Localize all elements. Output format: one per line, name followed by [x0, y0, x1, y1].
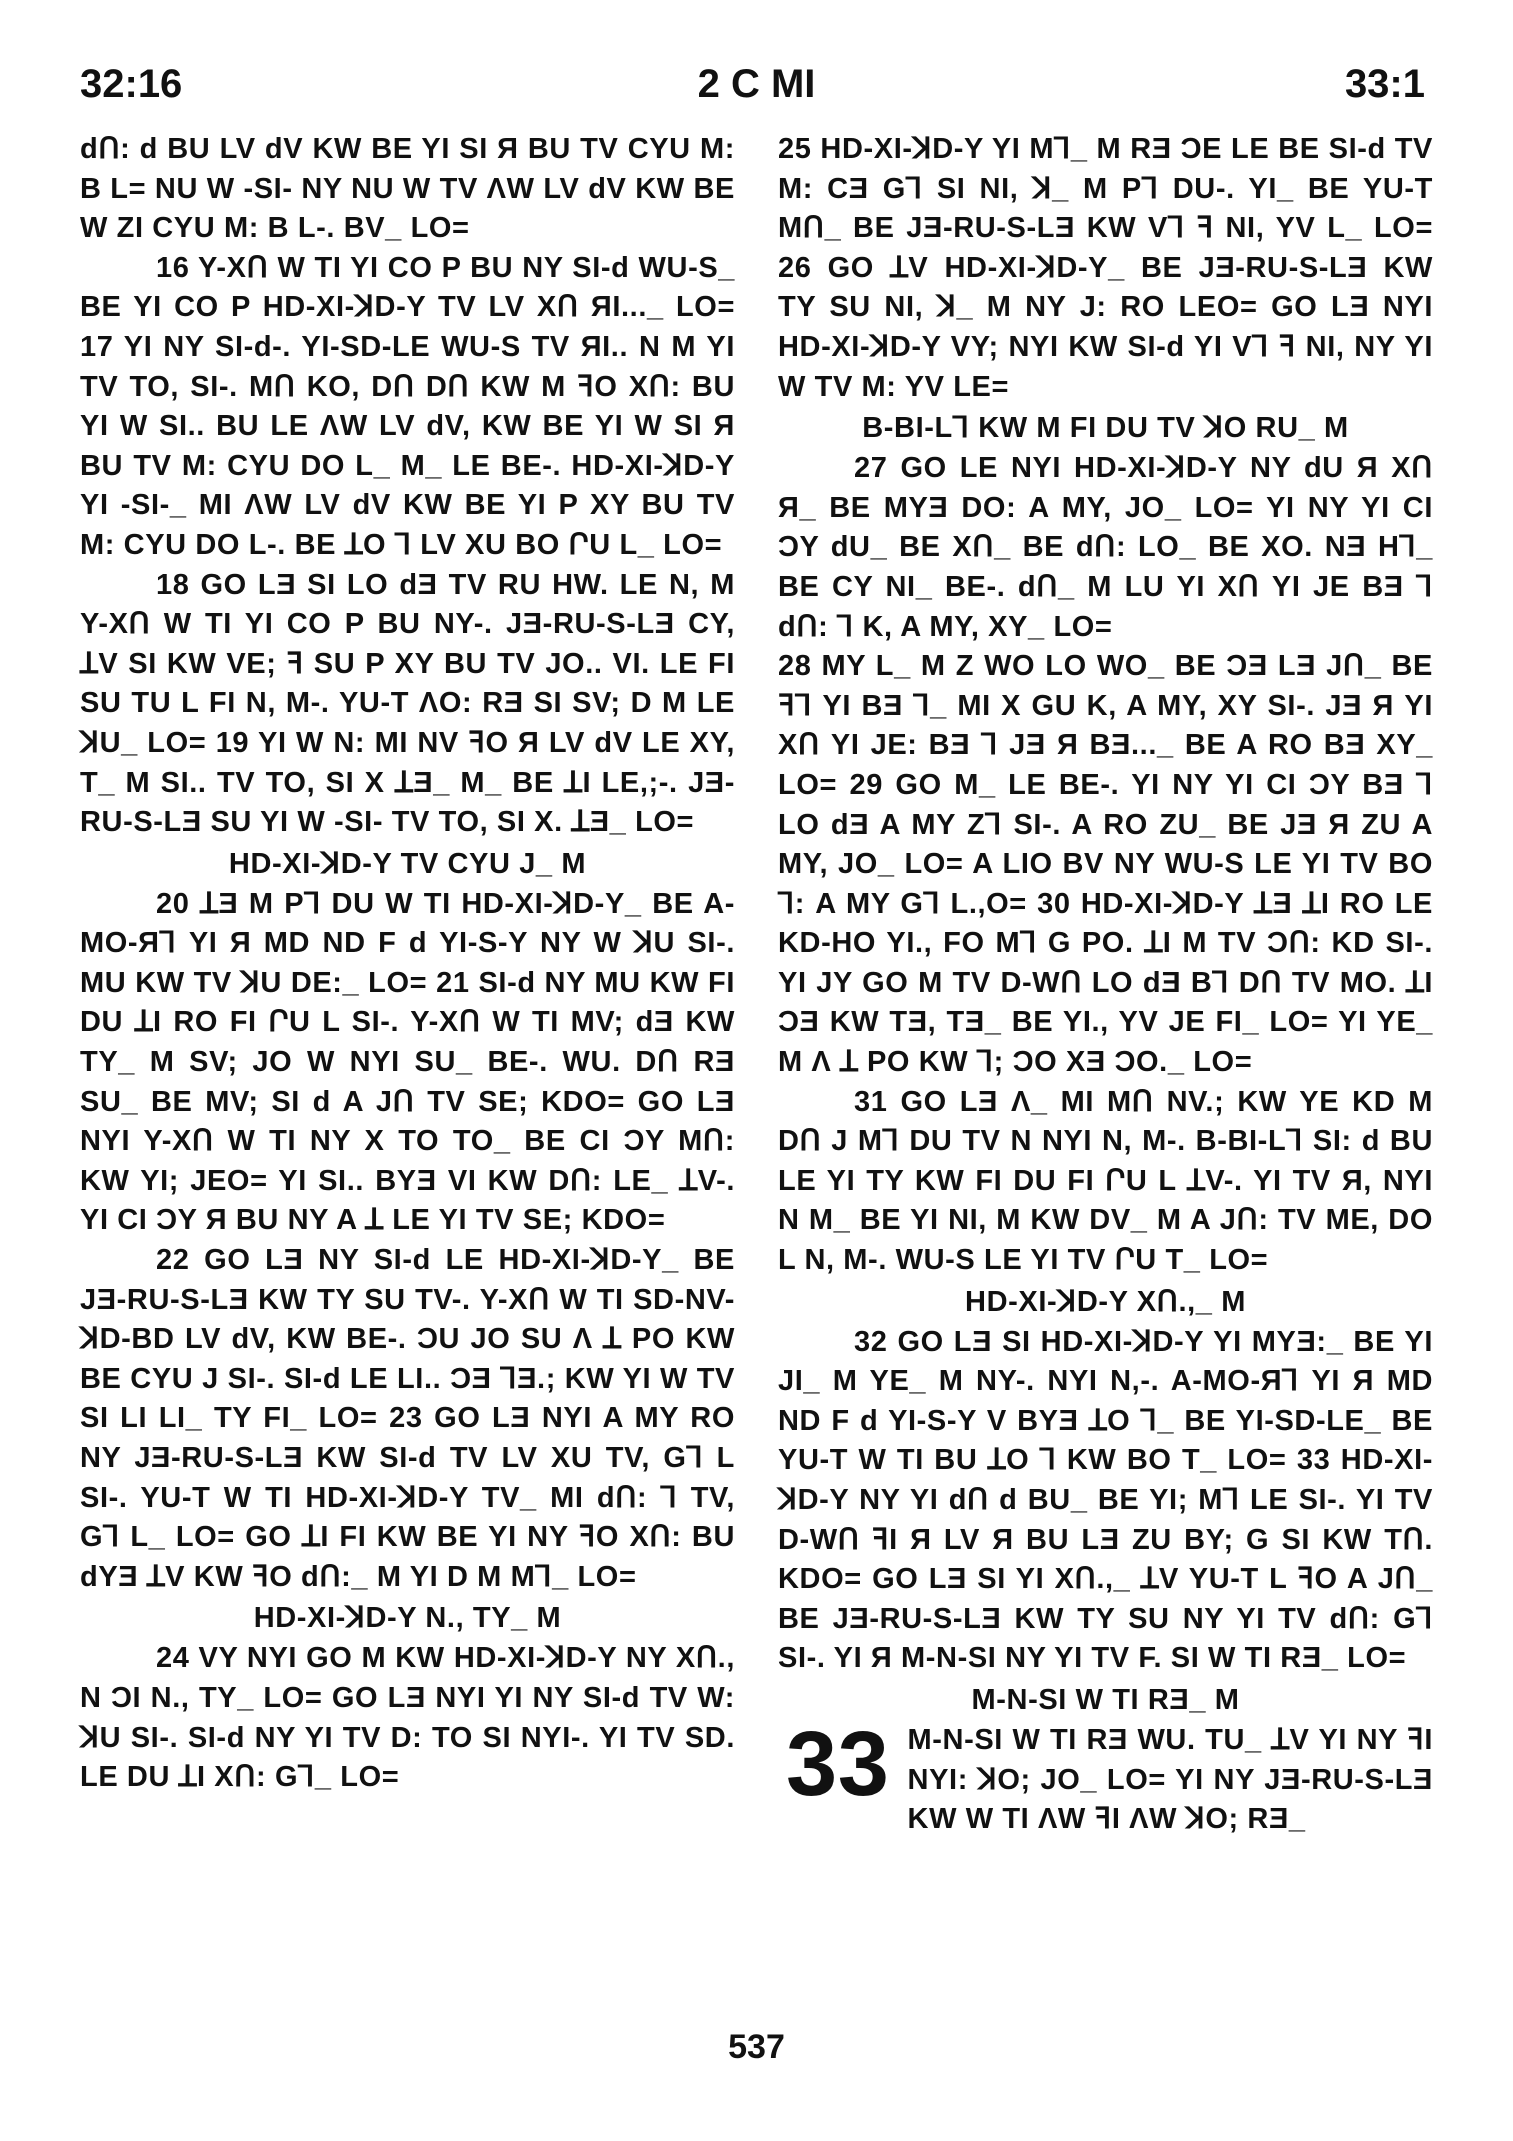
verse-text: HD-XI-ꓘD-Y ꓕƎ ꓕI RO LE KD-HO YI., FO Mꓶ G PO. ꓕI M TV ƆՈ: KD SI-. YI JY GO M TV D-WՈ LO dƎ Bꓶ DՈ TV MO. ꓕI ƆƎ KW TƎ, TƎ_ BE YI., YV JE FI_ LO= YI YE_ M Λ ꓕ PO KW ꓶ; ƆO XƎ ƆO._ LO=: [778, 887, 1433, 1079]
verse-number: 18: [156, 568, 190, 601]
text-column-right: [778, 130, 1433, 1840]
verse-number: 25: [778, 133, 812, 165]
paragraph: [778, 130, 1433, 407]
verse-text: VY NYI GO M KW HD-XI-ꓘD-Y NY XՈ., N ƆI N., TY_ LO= GO LƎ NYI YI NY SI-d TV W: ꓘU SI-. SI-d NY YI TV D: TO SI NYI-. YI TV SD. LE DU ꓕI XՈ: Gꓶ_ LO=: [80, 1642, 735, 1794]
running-head-title: 2 C MI: [697, 62, 816, 106]
paragraph: [80, 1241, 735, 1597]
verse-number: 28: [778, 650, 812, 683]
page-number: 537: [728, 2028, 785, 2066]
verse-text: GO LƎ SI HD-XI-ꓘD-Y YI MYƎ:_ BE YI JI_ M YE_ M NY-. NYI N,-. A-MO-Яꓶ YI Я MD ND F d YI-S-Y V BYƎ ꓕO ꓶ_ BE YI-SD-LE_ BE YU-T W TI BU ꓕO ꓶ KW BO T_ LO=: [778, 1325, 1433, 1477]
verse-number: 32: [854, 1325, 888, 1358]
paragraph: [778, 449, 1433, 647]
section-heading: HD-XI-ꓘD-Y N., TY_ M: [253, 1602, 562, 1635]
verse-text: GO LƎ NY SI-d LE HD-XI-ꓘD-Y_ BE JƎ-RU-S-LƎ KW TY SU TV-. Y-XՈ W TI SD-NV-ꓘD-BD LV dV, KW BE-. ƆU JO SU Λ ꓕ PO KW BE CYU J SI-. SI-d LE LI.. ƆƎ ꓶƎ.; KW YI W TV SI LI LI_ TY FI_ LO=: [80, 1244, 735, 1435]
paragraph: [80, 885, 735, 1241]
verse-text: MY L_ M Z WO LO WO_ BE ƆƎ LƎ JՈ_ BE ꟻꓶ YI BƎ ꓶ_ MI X GU K, A MY, XY SI-. JƎ Я YI XՈ YI JE: BƎ ꓶ JƎ Я BƎ..._ BE A RO BƎ XY_ LO=: [778, 650, 1433, 801]
verse-text: M-N-SI W TI RƎ WU. TU_ ꓕV YI NY ꟻI NYI: ꓘO; JO_ LO= YI NY JƎ-RU-S-LƎ KW W TI ΛW ꟻI ΛW ꓘO; RƎ_: [907, 1723, 1433, 1836]
verse-number: 16: [156, 251, 190, 284]
verse-number: 21: [436, 966, 470, 999]
verse-number: 33: [1296, 1444, 1331, 1477]
verse-text: GO LƎ SI LO dƎ TV RU HW. LE N, M Y-XՈ W TI YI CO P BU NY-. JƎ-RU-S-LƎ CY, ꓕV SI KW VE; ꟻ SU P XY BU TV JO.. VI. LE FI SU TU L FI N, M-. YU-T ΛO: RƎ SI SV; D M LE ꓘU_ LO=: [80, 568, 735, 759]
verse-number: 19: [215, 726, 250, 759]
paragraph: [80, 1639, 735, 1797]
verse-number: 29: [849, 768, 883, 801]
paragraph: [778, 1323, 1433, 1679]
paragraph: [778, 647, 1433, 1083]
running-head-left: 32:16: [80, 62, 183, 106]
section-heading: B-BI-Lꓶ KW M FI DU TV ꓘO RU_ M: [862, 412, 1349, 445]
verse-number: 30: [1037, 887, 1071, 920]
verse-text: GO M_ LE BE-. YI NY YI CI ƆY BƎ ꓶ LO dƎ A MY Zꓶ SI-. A RO ZU_ BE JƎ Я ZU A MY, JO_ LO= A LIO BV NY WU-S LE YI TV BO ꓶ: A MY Gꓶ L.,O=: [778, 768, 1433, 920]
section-heading: M-N-SI W TI RƎ_ M: [971, 1683, 1240, 1716]
paragraph: [80, 249, 735, 566]
verse-text: ꓕƎ M Pꓶ DU W TI HD-XI-ꓘD-Y_ BE A-MO-Яꓶ YI Я MD ND F d YI-S-Y NY W ꓘU SI-. MU KW TV ꓘU DE:_ LO=: [80, 887, 735, 999]
text-column-left: [80, 130, 735, 1798]
verse-text: Y-XՈ W TI YI CO P BU NY SI-d WU-S_ BE YI CO P HD-XI-ꓘD-Y TV LV XՈ ЯI..._ LO=: [80, 251, 735, 324]
running-head-right: 33:1: [1344, 62, 1425, 106]
verse-number: 27: [854, 452, 888, 485]
verse-number: 26: [778, 251, 812, 284]
verse-text: dՈ: d BU LV dV KW BE YI SI Я BU TV CYU M: B L= NU W -SI- NY NU W TV ΛW LV dV KW BE W ZI CYU M: B L-. BV_ LO=: [80, 133, 735, 245]
verse-number: 17: [80, 330, 114, 363]
verse-text: SI-d NY MU KW FI DU ꓕI RO FI ՐU L SI-. Y-XՈ W TI MV; dƎ KW TY_ M SV; JO W NYI SU_ BE-. WU. DՈ RƎ SU_ BE MV; SI d A JՈ TV SE; KDO= GO LƎ NYI Y-XՈ W TI NY X TO TO_ BE CI ƆY MՈ: KW YI; JEO= YI SI.. BYƎ VI KW DՈ: LE_ ꓕV-. YI CI ƆY Я BU NY A ꓕ LE YI TV SE; KDO=: [80, 966, 735, 1237]
verse-text: HD-XI-ꓘD-Y NY YI dՈ d BU_ BE YI; Mꓶ LE SI-. YI TV D-WՈ ꟻI Я LV Я BU LƎ ZU BY; G SI KW TՈ. KDO= GO LƎ SI YI XՈ.,_ ꓕV YU-T L ꟻO A JՈ_ BE JƎ-RU-S-LƎ KW TY SU NY YI TV dՈ: Gꓶ SI-. YI Я M-N-SI NY YI TV F. SI W TI RƎ_ LO=: [778, 1444, 1433, 1675]
verse-number: 31: [854, 1085, 888, 1118]
paragraph: [80, 130, 735, 249]
chapter-number: 33: [786, 1712, 890, 1815]
section-heading: HD-XI-ꓘD-Y XՈ.,_ M: [965, 1285, 1246, 1318]
paragraph: [80, 566, 735, 843]
section-heading: HD-XI-ꓘD-Y TV CYU J_ M: [228, 847, 587, 880]
verse-text: YI W N: MI NV ꟻO Я LV dV LE XY, T_ M SI.. TV TO, SI X ꓕƎ_ M_ BE ꓕI LE,;-. JƎ-RU-S-LƎ SU YI W -SI- TV TO, SI X. ꓕƎ_ LO=: [80, 726, 735, 839]
verse-number: 20: [156, 887, 190, 920]
chapter-opening-paragraph: [778, 1712, 1433, 1840]
verse-text: GO LƎ NYI A MY RO NY JƎ-RU-S-LƎ KW SI-d TV LV XU TV, Gꓶ L SI-. YU-T W TI HD-XI-ꓘD-Y TV_ MI dՈ: ꓶ TV, Gꓶ L_ LO= GO ꓕI FI KW BE YI NY ꟻO XՈ: BU dYƎ ꓕV KW ꟻO dՈ:_ M YI D M Mꓶ_ LO=: [80, 1402, 735, 1593]
verse-text: GO ꓕV HD-XI-ꓘD-Y_ BE JƎ-RU-S-LƎ KW TY SU NI, ꓘ_ M NY J: RO LEO= GO LƎ NYI HD-XI-ꓘD-Y VY; NYI KW SI-d YI Vꓶ ꟻ NI, NY YI W TV M: YV LE=: [778, 251, 1433, 403]
verse-text: GO LƎ Λ_ MI MՈ NV.; KW YE KD M DՈ J Mꓶ DU TV N NYI N, M-. B-BI-Lꓶ SI: d BU LE YI TY KW FI DU FI ՐU L ꓕV-. YI TV Я, NYI N M_ BE YI NI, M KW DV_ M A JՈ: TV ME, DO L N, M-. WU-S LE YI TV ՐU T_ LO=: [778, 1085, 1433, 1277]
verse-text: YI NY SI-d-. YI-SD-LE WU-S TV ЯI.. N M YI TV TO, SI-. MՈ KO, DՈ DՈ KW M ꟻO XՈ: BU YI W SI.. BU LE ΛW LV dV, KW BE YI W SI Я BU TV M: CYU DO L_ M_ LE BE-. HD-XI-ꓘD-Y YI -SI-_ MI ΛW LV dV KW BE YI P XY BU TV M: CYU DO L-. BE ꓕO ꓶ LV XU BO ՐU L_ LO=: [80, 330, 735, 561]
verse-text: HD-XI-ꓘD-Y YI Mꓶ_ M RƎ ƆE LE BE SI-d TV M: CƎ Gꓶ SI NI, ꓘ_ M Pꓶ DU-. YI_ BE YU-T MՈ_ BE JƎ-RU-S-LƎ KW Vꓶ ꟻ NI, YV L_ LO=: [778, 133, 1433, 245]
verse-number: 23: [389, 1402, 423, 1435]
verse-number: 22: [156, 1244, 190, 1277]
verse-number: 24: [156, 1642, 190, 1675]
paragraph: [778, 1083, 1433, 1281]
verse-text: GO LE NYI HD-XI-ꓘD-Y NY dU Я XՈ Я_ BE MYƎ DO: A MY, JO_ LO= YI NY YI CI ƆY dU_ BE XՈ_ BE dՈ: LO_ BE XO. NƎ Hꓶ_ BE CY NI_ BE-. dՈ_ M LU YI XՈ YI JE BƎ ꓶ dՈ: ꓶ K, A MY, XY_ LO=: [778, 452, 1433, 643]
